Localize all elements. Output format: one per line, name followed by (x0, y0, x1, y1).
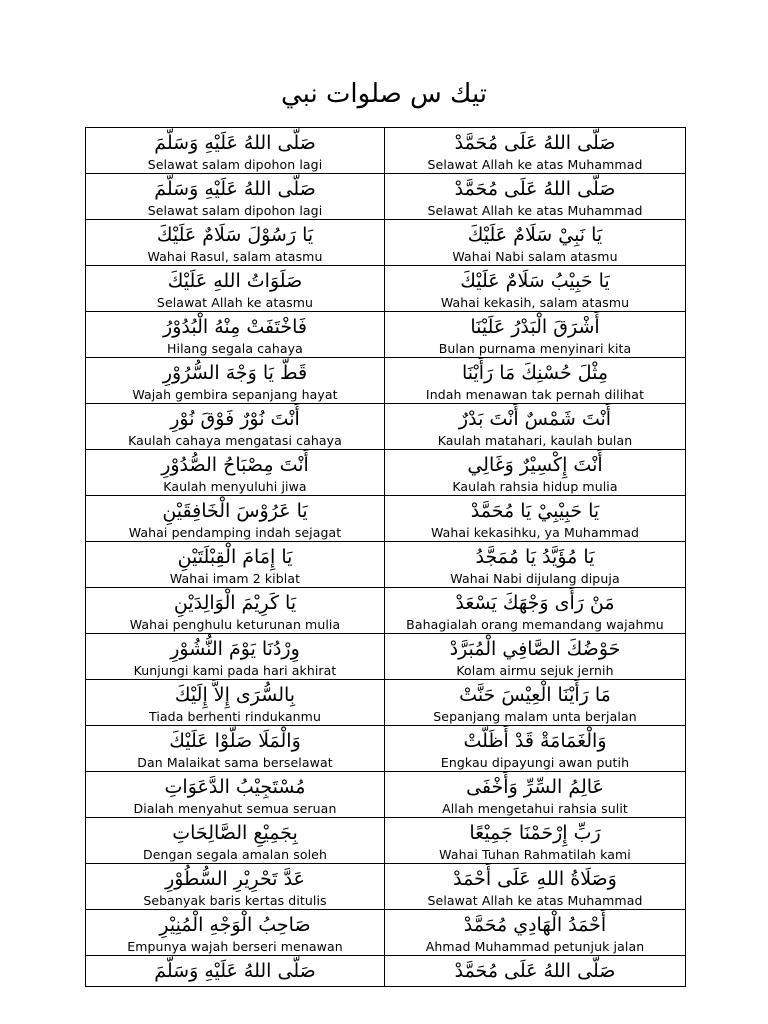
malay-translation-left: Tiada berhenti rindukanmu (149, 710, 321, 724)
malay-translation-right: Selawat Allah ke atas Muhammad (427, 204, 643, 218)
verse-cell-left (86, 726, 385, 772)
malay-translation-left: Kunjungi kami pada hari akhirat (133, 664, 337, 678)
verse-cell-left (86, 220, 385, 266)
verse-cell-left (86, 680, 385, 726)
page-title: تيك س صلوات نبي (280, 79, 488, 109)
arabic-verse-right: وَصَلَاةُ اللهِ عَلَى أَحْمَدْ (453, 868, 617, 890)
arabic-verse-right: صَلَّى اللهُ عَلَى مُحَمَّدْ (454, 132, 616, 154)
arabic-verse-right: أَنْتَ شَمْسٌ أَنْتَ بَدْرٌ (458, 408, 612, 430)
verse-cell-right (385, 818, 686, 864)
malay-translation-right: Kaulah rahsia hidup mulia (452, 480, 618, 494)
verse-row (86, 680, 686, 726)
arabic-verse-left: يَا عَرُوْسَ الْخَافِقَيْنِ (162, 500, 308, 522)
arabic-verse-left: مُسْتَجِيْبُ الدَّعَوَاتِ (164, 776, 306, 798)
arabic-verse-right: صَلَّى اللهُ عَلَى مُحَمَّدْ (454, 960, 616, 982)
malay-translation-left: Dan Malaikat sama berselawat (137, 756, 333, 770)
arabic-verse-right: أَنْتَ إِكْسِيْرٌ وَغَالِي (467, 454, 603, 476)
arabic-verse-left: صَلَّى اللهُ عَلَيْهِ وَسَلَّمَ (154, 960, 316, 982)
arabic-verse-left: يَا رَسُوْلَ سَلَامٌ عَلَيْكَ (156, 224, 314, 246)
malay-translation-left: Selawat salam dipohon lagi (147, 158, 323, 172)
verse-row (86, 404, 686, 450)
verse-row (86, 772, 686, 818)
malay-translation-left: Kaulah cahaya mengatasi cahaya (128, 434, 342, 448)
arabic-verse-right: رَبِّ إِرْحَمْنَا جَمِيْعًا (469, 822, 601, 844)
verse-cell-left (86, 634, 385, 680)
verse-row (86, 174, 686, 220)
verse-cell-right (385, 496, 686, 542)
verse-cell-left (86, 818, 385, 864)
verse-row (86, 266, 686, 312)
verse-cell-right (385, 450, 686, 496)
arabic-verse-right: أَحْمَدُ الْهَادِي مُحَمَّدْ (463, 914, 607, 936)
verse-cell-right (385, 266, 686, 312)
arabic-verse-right: مَا رَأَيْنَا الْعِيْسَ حَنَّتْ (459, 684, 611, 706)
verse-row (86, 496, 686, 542)
verse-cell-right (385, 128, 686, 174)
arabic-verse-right: وَالْغَمَامَةْ قَدْ أَظَلَّتْ (463, 730, 607, 752)
verse-cell-left (86, 266, 385, 312)
malay-translation-right: Wahai kekasihku, ya Muhammad (430, 526, 640, 540)
malay-translation-left: Selawat salam dipohon lagi (147, 204, 323, 218)
malay-translation-right: Sepanjang malam unta berjalan (433, 710, 637, 724)
arabic-verse-right: صَلَّى اللهُ عَلَى مُحَمَّدْ (454, 178, 616, 200)
verse-row (86, 450, 686, 496)
verse-cell-right (385, 910, 686, 956)
arabic-verse-left: أَنْتَ نُوْرٌ فَوْقَ نُوْرِ (170, 408, 300, 430)
arabic-verse-left: فَاخْتَفَتْ مِنْهُ الْبُدُوْرُ (163, 316, 307, 338)
malay-translation-right: Wahai Nabi dijulang dipuja (450, 572, 620, 586)
arabic-verse-left: وِرْدُنَا يَوْمَ النُّشُوْرِ (170, 638, 300, 660)
verse-row (86, 726, 686, 772)
verse-row (86, 634, 686, 680)
verse-cell-right (385, 634, 686, 680)
verse-cell-left (86, 128, 385, 174)
arabic-verse-left: قَطُّ يَا وَجْهَ السُّرُوْرِ (162, 362, 308, 384)
verse-cell-left (86, 450, 385, 496)
verse-row (86, 910, 686, 956)
verse-cell-right (385, 174, 686, 220)
verse-cell-left (86, 588, 385, 634)
malay-translation-right: Bahagialah orang memandang wajahmu (406, 618, 664, 632)
verse-row (86, 312, 686, 358)
arabic-verse-left: بِجَمِيْعِ الصَّالِحَاتِ (172, 822, 298, 844)
malay-translation-left: Wahai Rasul, salam atasmu (147, 250, 323, 264)
arabic-verse-right: مِثْلَ حُسْنِكَ مَا رَأَيْنَا (461, 362, 609, 384)
malay-translation-right: Allah mengetahui rahsia sulit (442, 802, 628, 816)
arabic-verse-left: يَا إِمَامَ الْقِبْلَتَيْنِ (177, 546, 293, 568)
verse-cell-right (385, 220, 686, 266)
verse-cell-left (86, 864, 385, 910)
arabic-verse-left: صَلَوَاتُ اللهِ عَلَيْكَ (167, 270, 303, 292)
malay-translation-right: Wahai kekasih, salam atasmu (440, 296, 630, 310)
verse-cell-right (385, 956, 686, 987)
verse-cell-right (385, 726, 686, 772)
verse-row (86, 588, 686, 634)
arabic-verse-left: وَالْمَلَا صَلُّوْا عَلَيْكَ (169, 730, 301, 752)
verse-row (86, 956, 686, 987)
malay-translation-left: Wahai pendamping indah sejagat (128, 526, 342, 540)
malay-translation-left: Sebanyak baris kertas ditulis (143, 894, 327, 908)
malay-translation-right: Wahai Nabi salam atasmu (452, 250, 618, 264)
malay-translation-right: Selawat Allah ke atas Muhammad (427, 894, 643, 908)
verse-cell-right (385, 542, 686, 588)
malay-translation-right: Wahai Tuhan Rahmatilah kami (439, 848, 631, 862)
verse-cell-left (86, 174, 385, 220)
malay-translation-right: Kaulah matahari, kaulah bulan (437, 434, 633, 448)
arabic-verse-right: يَا حَبِيْبِيْ يَا مُحَمَّدْ (470, 500, 600, 522)
malay-translation-left: Dialah menyahut semua seruan (133, 802, 337, 816)
arabic-verse-left: أَنْتَ مِصْبَاحُ الصُّدُوْرِ (161, 454, 309, 476)
arabic-verse-right: يَا حَبِيْبُ سَلَامٌ عَلَيْكَ (460, 270, 610, 292)
malay-translation-left: Selawat Allah ke atasmu (156, 296, 314, 310)
arabic-verse-left: عَدَّ تَحْرِيْرِ السُّطُوْرِ (165, 868, 305, 890)
verse-cell-right (385, 312, 686, 358)
malay-translation-left: Wahai penghulu keturunan mulia (129, 618, 341, 632)
malay-translation-right: Indah menawan tak pernah dilihat (425, 388, 645, 402)
verse-row (86, 864, 686, 910)
verse-cell-right (385, 588, 686, 634)
arabic-verse-left: بِالسُّرَى إِلاَّ إِلَيْكَ (174, 684, 296, 706)
verse-cell-right (385, 864, 686, 910)
malay-translation-right: Ahmad Muhammad petunjuk jalan (425, 940, 645, 954)
verse-row (86, 220, 686, 266)
arabic-verse-left: صَاحِبُ الْوَجْهِ الْمُنِيْرِ (159, 914, 311, 936)
arabic-verse-left: صَلَّى اللهُ عَلَيْهِ وَسَلَّمَ (154, 132, 316, 154)
malay-translation-right: Kolam airmu sejuk jernih (456, 664, 614, 678)
verse-cell-right (385, 680, 686, 726)
malay-translation-right: Engkau dipayungi awan putih (440, 756, 630, 770)
malay-translation-left: Wahai imam 2 kiblat (169, 572, 301, 586)
verse-cell-left (86, 312, 385, 358)
malay-translation-right: Bulan purnama menyinari kita (438, 342, 632, 356)
verse-cell-left (86, 956, 385, 987)
verse-table-body (86, 128, 686, 987)
verse-cell-left (86, 404, 385, 450)
arabic-verse-right: مَنْ رَأَى وَجْهَكَ يَسْعَدْ (455, 592, 615, 614)
arabic-verse-right: يَا نَبِيْ سَلَامٌ عَلَيْكَ (467, 224, 603, 246)
arabic-verse-left: يَا كَرِيْمَ الْوَالِدَيْنِ (173, 592, 297, 614)
verse-cell-right (385, 404, 686, 450)
verse-row (86, 818, 686, 864)
verse-row (86, 542, 686, 588)
arabic-verse-right: عَالِمُ السِّرِّ وَأَخْفَى (466, 776, 604, 798)
verse-table (85, 127, 686, 987)
verse-cell-left (86, 910, 385, 956)
verse-cell-left (86, 358, 385, 404)
malay-translation-left: Wajah gembira sepanjang hayat (132, 388, 338, 402)
malay-translation-left: Kaulah menyuluhi jiwa (163, 480, 307, 494)
arabic-verse-right: يَا مُؤَيَّدُ يَا مُمَجَّدُ (475, 546, 595, 568)
verse-row (86, 128, 686, 174)
arabic-verse-right: أَشْرَقَ الْبَدْرُ عَلَيْنَا (470, 316, 600, 338)
arabic-verse-left: صَلَّى اللهُ عَلَيْهِ وَسَلَّمَ (154, 178, 316, 200)
malay-translation-left: Empunya wajah berseri menawan (127, 940, 343, 954)
verse-cell-left (86, 772, 385, 818)
verse-cell-left (86, 542, 385, 588)
arabic-verse-right: حَوْضُكَ الصَّافِي الْمُبَرَّدْ (449, 638, 621, 660)
verse-cell-right (385, 358, 686, 404)
malay-translation-left: Hilang segala cahaya (167, 342, 303, 356)
malay-translation-left: Dengan segala amalan soleh (142, 848, 327, 862)
malay-translation-right: Selawat Allah ke atas Muhammad (427, 158, 643, 172)
verse-row (86, 358, 686, 404)
verse-cell-right (385, 772, 686, 818)
verse-cell-left (86, 496, 385, 542)
